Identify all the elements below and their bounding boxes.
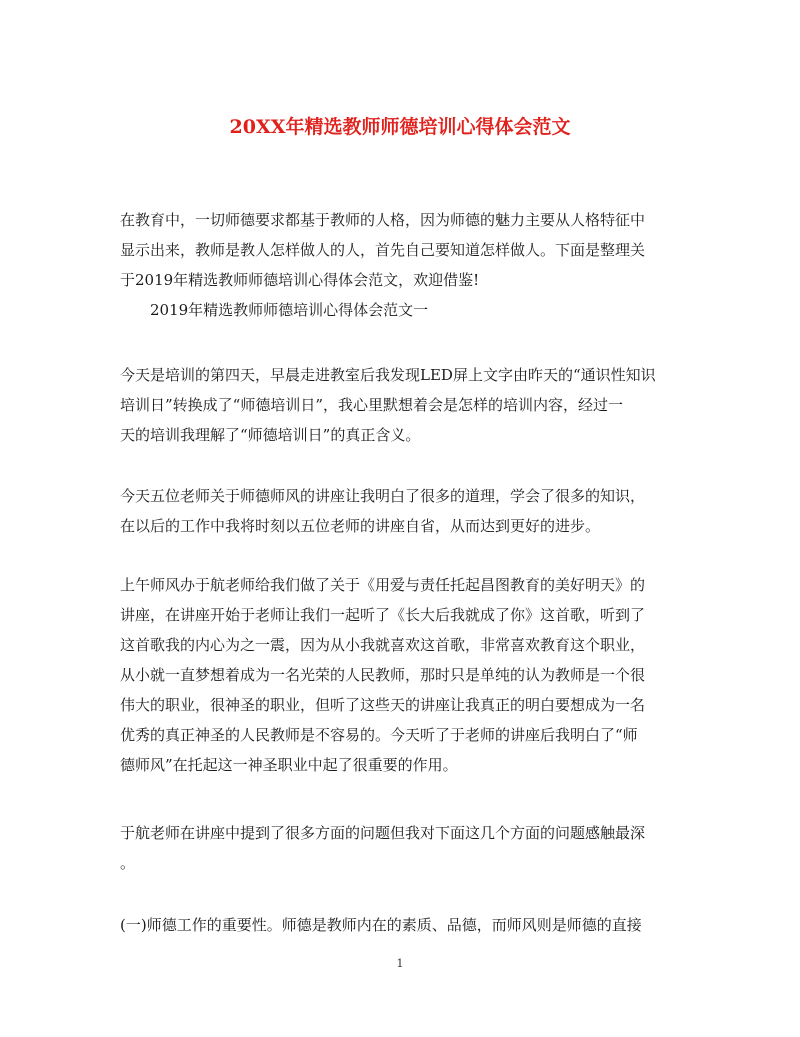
text-line: 显示出来，教师是教人怎样做人的人，首先自己要知道怎样做人。下面是整理关 bbox=[120, 241, 646, 259]
text-line: 德师风”在托起这一神圣职业中起了很重要的作用。 bbox=[120, 756, 458, 774]
text-line: 。 bbox=[120, 854, 136, 872]
text-line: 培训日”转换成了“师德培训日”，我心里默想着会是怎样的培训内容，经过一 bbox=[120, 396, 624, 414]
paragraph-issues bbox=[120, 818, 685, 878]
text-line: 于2019年精选教师师德培训心得体会范文，欢迎借鉴! bbox=[120, 271, 480, 289]
text-line: 在以后的工作中我将时刻以五位老师的讲座自省，从而达到更好的进步。 bbox=[120, 517, 601, 535]
paragraph-intro bbox=[120, 205, 685, 295]
paragraph-day-four bbox=[120, 360, 685, 450]
text-line: 于航老师在讲座中提到了很多方面的问题但我对下面这几个方面的问题感触最深 bbox=[120, 824, 646, 842]
text-line: 上午师风办于航老师给我们做了关于《用爱与责任托起昌图教育的美好明天》的 bbox=[120, 576, 646, 594]
text-line: 今天五位老师关于师德师风的讲座让我明白了很多的道理，学会了很多的知识， bbox=[120, 487, 646, 505]
text-line: 在教育中，一切师德要求都基于教师的人格，因为师德的魅力主要从人格特征中 bbox=[120, 211, 646, 229]
text-line: 优秀的真正神圣的人民教师是不容易的。今天听了于老师的讲座后我明白了“师 bbox=[120, 726, 638, 744]
text-line: 伟大的职业，很神圣的职业，但听了这些天的讲座让我真正的明白要想成为一名 bbox=[120, 696, 646, 714]
page-number: 1 bbox=[396, 957, 404, 970]
text-line: 讲座，在讲座开始于老师让我们一起听了《长大后我就成了你》这首歌，听到了 bbox=[120, 606, 646, 624]
text-line: 天的培训我理解了“师德培训日”的真正含义。 bbox=[120, 426, 421, 444]
text-line: 从小就一直梦想着成为一名光荣的人民教师，那时只是单纯的认为教师是一个很 bbox=[120, 666, 646, 684]
text-line: 2019年精选教师师德培训心得体会范文一 bbox=[150, 301, 429, 319]
text-line: 这首歌我的内心为之一震，因为从小我就喜欢这首歌，非常喜欢教育这个职业， bbox=[120, 636, 646, 654]
paragraph-morning-lecture bbox=[120, 570, 685, 780]
section-subheading bbox=[120, 295, 685, 325]
paragraph-five-teachers bbox=[120, 481, 685, 541]
paragraph-point-one bbox=[120, 910, 685, 940]
document-title: 20XX年精选教师师德培训心得体会范文 bbox=[229, 116, 571, 138]
text-line: 今天是培训的第四天，早晨走进教室后我发现LED屏上文字由昨天的“通识性知识 bbox=[120, 366, 656, 384]
text-line: (一)师德工作的重要性。师德是教师内在的素质、品德，而师风则是师德的直接 bbox=[120, 916, 642, 934]
